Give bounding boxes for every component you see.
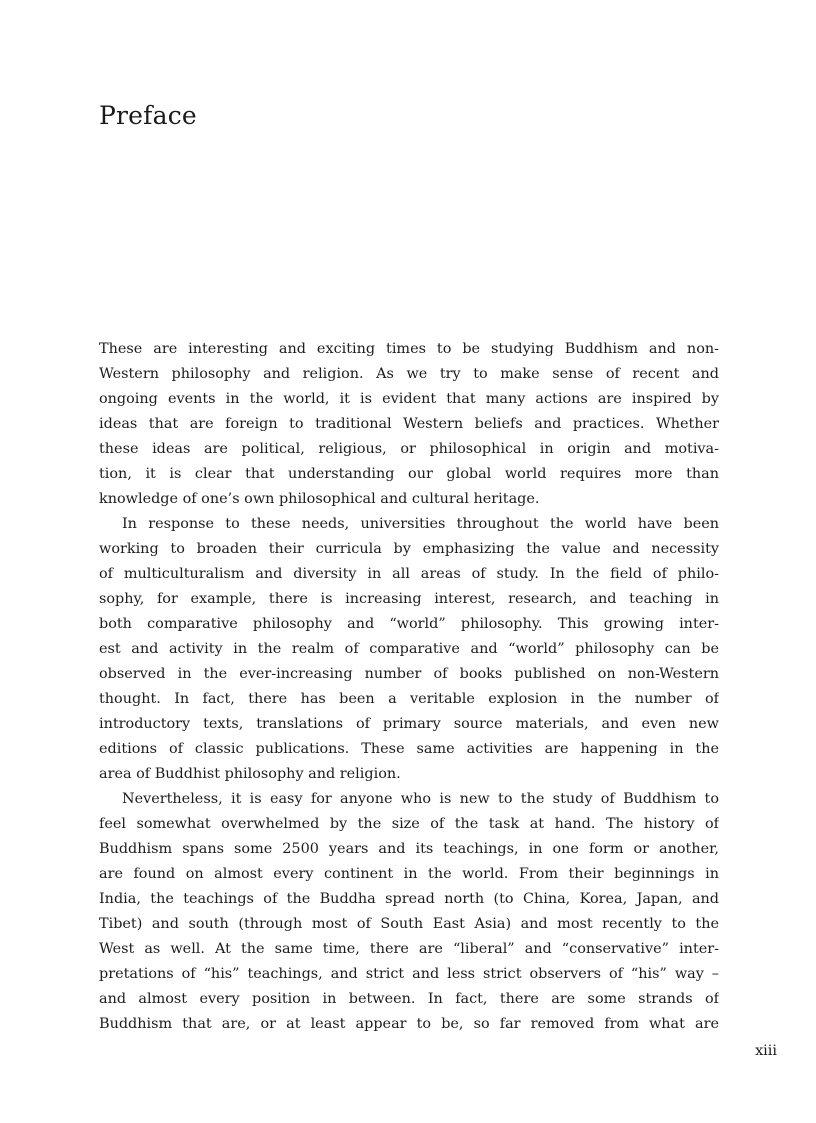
text-line: These are interesting and exciting times to be studying Buddhism and non- bbox=[99, 341, 719, 357]
text-line: sophy, for example, there is increasing interest, research, and teaching in bbox=[99, 591, 719, 607]
text-line: In response to these needs, universities throughout the world have been bbox=[122, 516, 719, 532]
text-line: knowledge of one’s own philosophical and cultural heritage. bbox=[99, 491, 540, 507]
text-line: West as well. At the same time, there are “liberal” and “conservative” inter- bbox=[99, 941, 719, 957]
text-line: India, the teachings of the Buddha spread north (to China, Korea, Japan, and bbox=[99, 891, 719, 907]
text-line: area of Buddhist philosophy and religion. bbox=[99, 766, 401, 782]
text-line: Buddhism that are, or at least appear to be, so far removed from what are bbox=[99, 1016, 719, 1032]
text-line: Nevertheless, it is easy for anyone who is new to the study of Buddhism to bbox=[122, 791, 719, 807]
text-line: ideas that are foreign to traditional Western beliefs and practices. Whether bbox=[99, 416, 719, 432]
text-line: tion, it is clear that understanding our global world requires more than bbox=[99, 466, 719, 482]
text-line: pretations of “his” teachings, and strict and less strict observers of “his” way – bbox=[99, 966, 719, 982]
text-line: Buddhism spans some 2500 years and its teachings, in one form or another, bbox=[99, 841, 719, 857]
paragraph-1 bbox=[99, 337, 719, 512]
text-line: introductory texts, translations of primary source materials, and even new bbox=[99, 716, 719, 732]
text-line: ongoing events in the world, it is evident that many actions are inspired by bbox=[99, 391, 719, 407]
text-line: thought. In fact, there has been a veritable explosion in the number of bbox=[99, 691, 719, 707]
text-line: editions of classic publications. These same activities are happening in the bbox=[99, 741, 719, 757]
paragraph-3 bbox=[99, 787, 719, 1037]
text-line: these ideas are political, religious, or philosophical in origin and motiva- bbox=[99, 441, 719, 457]
paragraph-2 bbox=[99, 512, 719, 787]
body-text bbox=[99, 337, 719, 1037]
page-number: xiii bbox=[755, 1043, 777, 1059]
text-line: Tibet) and south (through most of South East Asia) and most recently to the bbox=[99, 916, 719, 932]
page-title: Preface bbox=[99, 101, 197, 130]
text-line: est and activity in the realm of comparative and “world” philosophy can be bbox=[99, 641, 719, 657]
text-line: feel somewhat overwhelmed by the size of the task at hand. The history of bbox=[99, 816, 719, 832]
text-line: Western philosophy and religion. As we try to make sense of recent and bbox=[99, 366, 719, 382]
text-line: are found on almost every continent in the world. From their beginnings in bbox=[99, 866, 719, 882]
text-line: and almost every position in between. In fact, there are some strands of bbox=[99, 991, 719, 1007]
text-line: both comparative philosophy and “world” philosophy. This growing inter- bbox=[99, 616, 719, 632]
text-line: working to broaden their curricula by emphasizing the value and necessity bbox=[99, 541, 719, 557]
text-line: of multiculturalism and diversity in all areas of study. In the field of philo- bbox=[99, 566, 719, 582]
text-line: observed in the ever-increasing number of books published on non-Western bbox=[99, 666, 719, 682]
